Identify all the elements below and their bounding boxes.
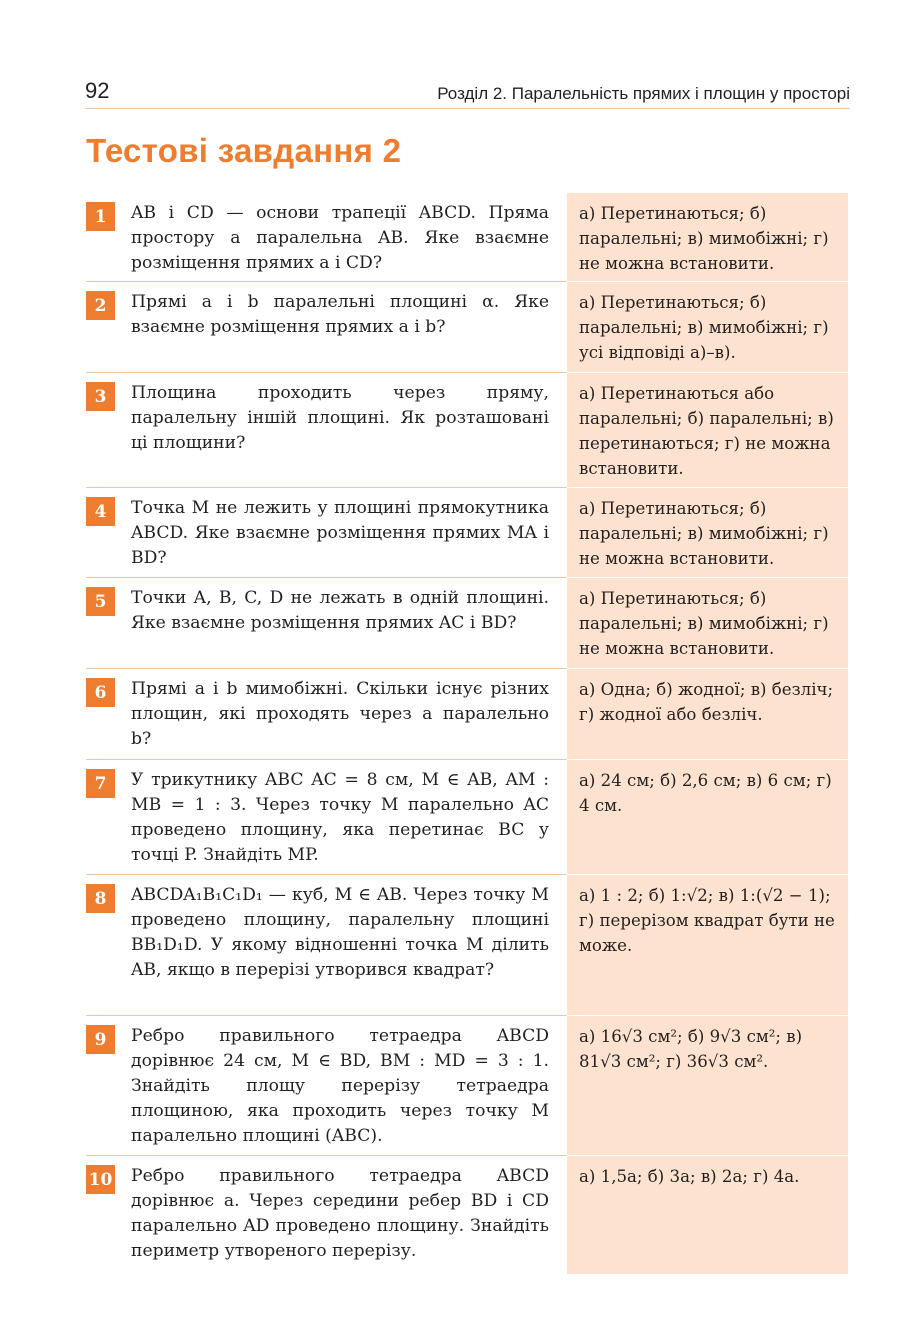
- task-row: [86, 760, 848, 875]
- task-row: [86, 282, 848, 373]
- task-question: Прямі a і b мимобіжні. Скільки існує різних площин, які проходять через a паралельно b?: [131, 679, 549, 749]
- task-number: 1: [86, 202, 115, 231]
- task-question: Ребро правильного тетраедра ABCD дорівнює 24 см, M ∈ BD, BM : MD = 3 : 1. Знайдіть площу перерізу тетраедра площиною, яка проходить через точку M паралельно площині (ABC).: [131, 1026, 549, 1146]
- task-question: Прямі a і b паралельні площині α. Яке взаємне розміщення прямих a і b?: [131, 292, 549, 337]
- task-question: У трикутнику ABC AC = 8 см, M ∈ AB, AM : MB = 1 : 3. Через точку M паралельно AC проведено площину, яка перетинає BC у точці P. Знайдіть MP.: [131, 770, 549, 865]
- task-answers: а) 16√3 см²; б) 9√3 см²; в) 81√3 см²; г) 36√3 см².: [567, 1016, 848, 1156]
- task-number: 2: [86, 291, 115, 320]
- task-answers: а) Перетинаються; б) паралельні; в) мимобіжні; г) усі відповіді а)–в).: [567, 282, 848, 373]
- task-number: 5: [86, 587, 115, 616]
- task-row: [86, 669, 848, 760]
- task-number: 6: [86, 678, 115, 707]
- task-number: 4: [86, 497, 115, 526]
- task-row: [86, 875, 848, 1016]
- running-title: Розділ 2. Паралельність прямих і площин у просторі: [437, 84, 850, 103]
- page-header: [85, 76, 850, 109]
- task-question: Площина проходить через пряму, паралельну іншій площині. Як розташовані ці площини?: [131, 383, 549, 453]
- task-answers: а) Перетинаються; б) паралельні; в) мимобіжні; г) не можна встановити.: [567, 193, 848, 282]
- task-number: 3: [86, 382, 115, 411]
- page-number: 92: [85, 78, 110, 103]
- task-answers: а) Перетинаються; б) паралельні; в) мимобіжні; г) не можна встановити.: [567, 578, 848, 669]
- task-answers: а) 1 : 2; б) 1:√2; в) 1:(√2 − 1); г) перерізом квадрат бути не може.: [567, 875, 848, 1016]
- task-row: [86, 1016, 848, 1156]
- task-number: 9: [86, 1025, 115, 1054]
- task-question: Точки A, B, C, D не лежать в одній площині. Яке взаємне розміщення прямих AC і BD?: [131, 588, 549, 633]
- task-number: 7: [86, 769, 115, 798]
- task-row: [86, 373, 848, 488]
- task-row: [86, 578, 848, 669]
- task-answers: а) Перетинаються; б) паралельні; в) мимобіжні; г) не можна встановити.: [567, 488, 848, 578]
- task-answers: а) 24 см; б) 2,6 см; в) 6 см; г) 4 см.: [567, 760, 848, 875]
- task-question: Ребро правильного тетраедра ABCD дорівнює a. Через середини ребер BD і CD паралельно AD проведено площину. Знайдіть периметр утвореного перерізу.: [131, 1166, 549, 1261]
- task-row: [86, 1156, 848, 1274]
- task-question: AB і CD — основи трапеції ABCD. Пряма простору a паралельна AB. Яке взаємне розміщення прямих a і CD?: [131, 203, 549, 273]
- section-title: Тестові завдання 2: [86, 132, 402, 169]
- task-answers: а) 1,5a; б) 3a; в) 2a; г) 4a.: [567, 1156, 848, 1274]
- task-question: Точка M не лежить у площині прямокутника ABCD. Яке взаємне розміщення прямих MA і BD?: [131, 498, 549, 568]
- task-row: [86, 193, 848, 282]
- task-row: [86, 488, 848, 578]
- task-answers: а) Одна; б) жодної; в) безліч; г) жодної або безліч.: [567, 669, 848, 760]
- task-number: 8: [86, 884, 115, 913]
- task-question: ABCDA₁B₁C₁D₁ — куб, M ∈ AB. Через точку M проведено площину, паралельну площині BB₁D₁D. У якому відношенні точка M ділить AB, якщо в перерізі утворився квадрат?: [131, 885, 549, 980]
- task-answers: а) Перетинаються або паралельні; б) паралельні; в) перетинаються; г) не можна встановити.: [567, 373, 848, 488]
- task-number: 10: [86, 1165, 115, 1194]
- tests-table: [86, 193, 848, 1274]
